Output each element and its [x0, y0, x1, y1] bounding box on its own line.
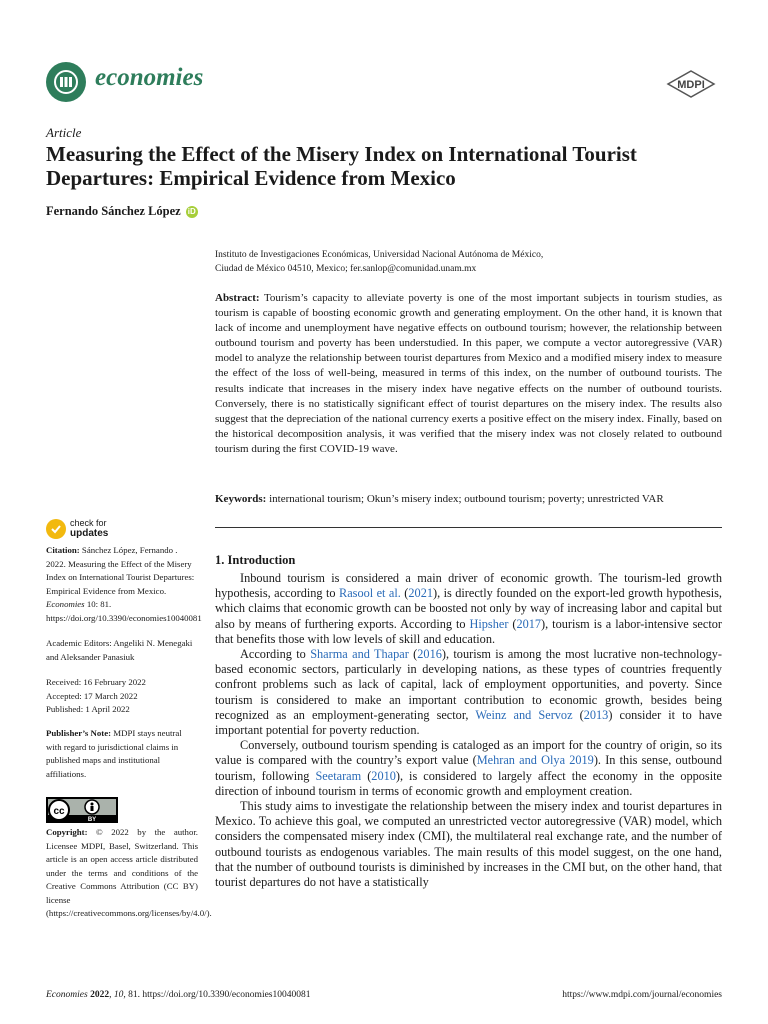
footer-citation: Economies 2022, 10, 81. https://doi.org/10.3390/economies10040081 — [46, 990, 311, 1000]
affiliation-line-2: Ciudad de México 04510, Mexico; fer.sanlop@comunidad.unam.mx — [215, 264, 477, 274]
footer-volume: 10 — [113, 990, 124, 1000]
paragraph: According to Sharma and Thapar (2016), tourism is among the most lucrative non-technology-based economic sectors, particularly in developing nations, as these types of countries frequently confront problems such as lack of capital, lack of employment opportunities, and poverty. Since tourism is considered to make an important contribution to economic growth, besides being recognized as an employment-generating sector, Weinz and Servoz (2013) consider it to have important potential for poverty reduction. — [215, 647, 723, 738]
citation-tail[interactable]: 10: 81. https://doi.org/10.3390/economies10040081 — [46, 599, 202, 623]
svg-text:MDPI: MDPI — [677, 79, 705, 91]
reference-link[interactable]: 2010 — [371, 768, 396, 783]
author-line — [46, 204, 198, 219]
reference-link[interactable]: Hipsher — [469, 616, 509, 631]
footer-journal: Economies — [46, 990, 88, 1000]
reference-link[interactable]: Seetaram — [315, 768, 362, 783]
publishers-note — [46, 727, 198, 781]
reference-link[interactable]: 2017 — [516, 616, 542, 631]
reference-link[interactable]: 2016 — [417, 647, 442, 662]
reference-link[interactable]: Mehran and Olya 2019 — [476, 753, 594, 768]
reference-link[interactable]: 2013 — [583, 707, 609, 722]
svg-text:cc: cc — [53, 806, 65, 817]
affiliation-line-1: Instituto de Investigaciones Económicas, Universidad Nacional Autónoma de México, — [215, 250, 544, 260]
accepted-date: Accepted: 17 March 2022 — [46, 690, 138, 701]
note-text: MDPI stays neutral with regard to jurisdictional claims in published maps and institutional affiliations. — [46, 728, 182, 779]
paragraph: This study aims to investigate the relationship between the misery index and tourist departures in Mexico. To achieve this goal, we computed an unrestricted vector autoregressive (VAR) model, which considers the compensated misery index (CMI), the multilateral real exchange rate, and the number of outbound tourists as endogenous variables. The main results of this model suggest, on the one hand, that the number of outbound tourists is diminished by increases in the CMI but, on the other hand, that tourist departures do not have a statistically — [215, 799, 722, 890]
copyright-text: © 2022 by the author. Licensee MDPI, Basel, Switzerland. This article is an open access article distributed under the terms and conditions of the Creative Commons Attribution (CC BY) license (https://creativecommons.org/licenses/by/4.0/). — [46, 827, 212, 918]
orcid-icon[interactable]: iD — [187, 207, 196, 216]
keywords-label: Keywords: — [215, 493, 267, 505]
reference-link[interactable]: Sharma and Thapar — [310, 647, 409, 662]
paragraph: Inbound tourism is considered a main driver of economic growth. The tourism-led growth hypothesis, according to Rasool et al. (2021), is directly founded on the export-led growth hypothesis, which claims that economic growth can be boosted not only by way of increasing labor and capital but also by means of furthering exports. According to Hipsher (2017), tourism is a labor-intensive sector that benefits those with low levels of skill and education. — [215, 571, 722, 646]
article-title: Measuring the Effect of the Misery Index on International Tourist Departures: Empirical Evidence from Mexico — [46, 142, 637, 190]
published-date: Published: 1 April 2022 — [46, 704, 130, 714]
reference-link[interactable]: Weinz and Servoz — [475, 707, 573, 722]
abstract-text: Tourism’s capacity to alleviate poverty is one of the most important subjects in tourism studies, as tourism is capable of boosting economic growth and generating employment. On the other hand, it is known that lack of income and unemployment have negative effects on outbound tourism; however, the relationship between outbound tourism and poverty has been understudied. In this paper, we compute a vector autoregressive (VAR) model to analyze the relationship between tourist departures from Mexico and a modified misery index to measure the effect of the loss of well-being, measured in terms of this index, on the number of outbound tourists. The results indicate that increases in the misery index have negative effects on the number of outbound tourists. Conversely, there is no statistically significant effect of tourist departures on the misery index. The results also suggest that the depreciation of the national currency exerts a positive effect on the misery index. Finally, based on the historical decomposition analysis, it was verified that the misery index was not closely related to outbound tourism during the first COVID-19 wave. — [215, 292, 722, 455]
reference-link[interactable]: 2021 — [408, 586, 433, 601]
citation-text: Sánchez López, Fernando . 2022. Measuring the Effect of the Misery Index on International Tourist Departures: Empirical Evidence from Mexico. — [46, 545, 195, 596]
cc-by-license-badge[interactable] — [46, 797, 118, 823]
copyright-label: Copyright: — [46, 827, 88, 837]
citation-label: Citation: — [46, 545, 80, 555]
abstract — [215, 291, 722, 457]
check-for-updates-badge[interactable] — [46, 518, 108, 539]
footer-doi[interactable]: , 81. https://doi.org/10.3390/economies10040081 — [123, 990, 311, 1000]
keywords — [215, 492, 725, 507]
abstract-label: Abstract: — [215, 292, 260, 304]
citation-block — [46, 544, 202, 625]
body-text — [215, 571, 722, 890]
citation-journal: Economies — [46, 599, 85, 609]
article-type-label: Article — [46, 125, 82, 140]
keywords-text: international tourism; Okun’s misery index; outbound tourism; poverty; unrestricted VAR — [269, 493, 664, 505]
journal-name: economies — [95, 64, 204, 91]
journal-logo-icon — [46, 62, 86, 102]
academic-editors: Academic Editors: Angeliki N. Menegaki and Aleksander Panasiuk — [46, 638, 193, 662]
received-date: Received: 16 February 2022 — [46, 677, 146, 687]
reference-link[interactable]: Rasool et al. — [339, 586, 401, 601]
affiliation — [215, 248, 725, 276]
note-label: Publisher’s Note: — [46, 728, 112, 738]
author-name[interactable]: Fernando Sánchez López — [46, 204, 181, 218]
paragraph: Conversely, outbound tourism spending is cataloged as an import for the country of origin, so its value is compared with the country’s export value (Mehran and Olya 2019). In this sense, outbound tourism, following Seetaram (2010), is considered to largely affect the economy in the opposite direction of inbound tourism in terms of economic growth and employment creation. — [215, 738, 722, 798]
check-for-text: check for — [70, 518, 107, 528]
check-updates-icon — [46, 519, 66, 539]
divider — [215, 527, 722, 528]
dates-block — [46, 676, 198, 717]
svg-text:BY: BY — [87, 817, 97, 823]
section-heading: 1. Introduction — [215, 553, 296, 567]
footer-journal-url[interactable]: https://www.mdpi.com/journal/economies — [562, 990, 722, 1000]
footer-year: 2022 — [90, 990, 110, 1000]
updates-text: updates — [70, 528, 109, 539]
mdpi-logo — [666, 70, 716, 98]
copyright-block — [46, 826, 212, 921]
